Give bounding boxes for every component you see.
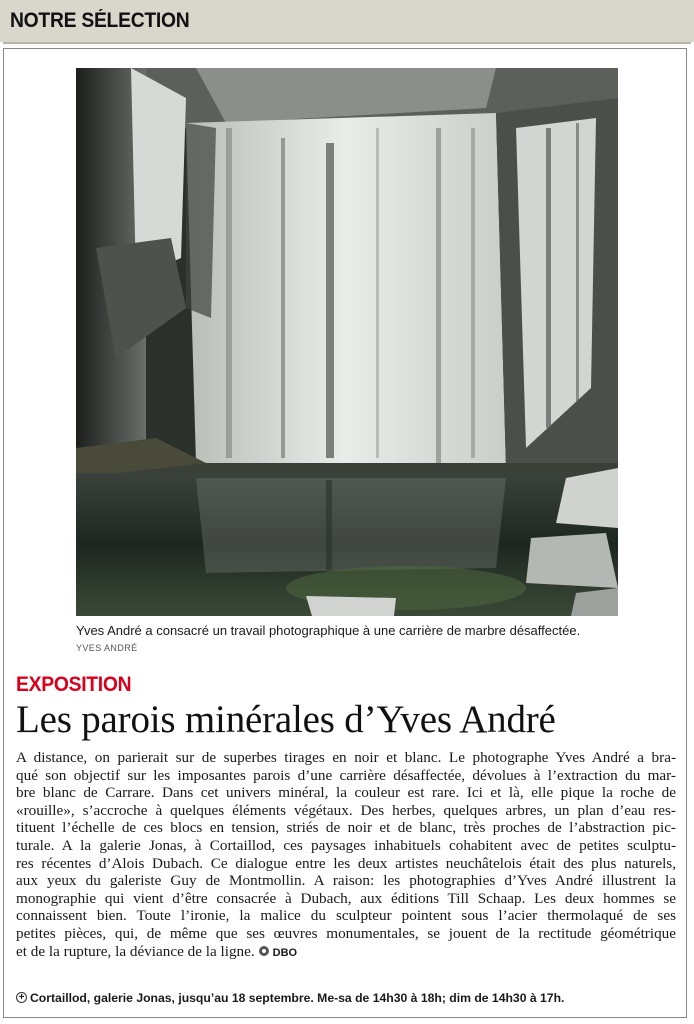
body-line: tituent l’échelle de ces blocs en tension, striés de noir et de blanc, très proches de l’abstraction pic-	[16, 819, 676, 837]
body-line: A distance, on parierait sur de superbes tirages en noir et blanc. Le photographe Yves André a bra-	[16, 749, 676, 766]
section-header	[0, 0, 694, 42]
circle-plus-icon: +	[16, 992, 27, 1003]
body-line: qué son objectif sur les imposantes parois d’une carrière désaffectée, dévolues à l’extraction du mar-	[16, 766, 676, 784]
event-info	[16, 991, 564, 1005]
body-line-last	[16, 943, 676, 963]
event-info-text: Cortaillod, galerie Jonas, jusqu’au 18 septembre. Me-sa de 14h30 à 18h; dim de 14h30 à 17h.	[30, 991, 565, 1005]
circle-bullet-icon	[259, 946, 269, 956]
article-headline: Les parois minérales d’Yves André	[16, 698, 556, 741]
author-signature: DBO	[272, 946, 298, 959]
photo-caption: Yves André a consacré un travail photographique à une carrière de marbre désaffectée.	[76, 623, 581, 638]
body-line: turale. A la galerie Jonas, à Cortaillod, ces paysages inhabituels cohabitent avec de petites sculptu-	[16, 836, 676, 854]
article-kicker: EXPOSITION	[16, 673, 132, 696]
body-line: petites pièces, qui, de même que ses œuvres monumentales, se jouent de la rectitude géométrique	[16, 924, 676, 942]
photo-credit: YVES ANDRÉ	[76, 643, 138, 653]
body-line: aux yeux du galeriste Guy de Montmollin. A raison: les photographies d’Yves André illustrent la	[16, 872, 676, 890]
section-title: NOTRE SÉLECTION	[10, 9, 190, 32]
marble-quarry-photo	[76, 68, 618, 616]
body-line-text: et de la rupture, la déviance de la ligne.	[16, 942, 255, 960]
quarry-image	[76, 68, 618, 616]
article-body	[16, 749, 676, 962]
header-divider	[3, 42, 691, 44]
body-line: bre blanc de Carrare. Dans cet univers minéral, la couleur est rare. Ici et là, elle pique la roche de	[16, 784, 676, 802]
body-line: «rouille», s’accroche à quelques éléments végétaux. Des herbes, quelques arbres, un plan d’eau res-	[16, 801, 676, 819]
body-line: monographie qui vient d’être consacrée à Dubach, aux éditions Till Schaap. Les deux hommes se	[16, 889, 676, 907]
body-line: res récentes d’Alois Dubach. Ce dialogue entre les deux artistes neuchâtelois était des plus naturels,	[16, 854, 676, 872]
body-line: connaissent bien. Toute l’ironie, la malice du sculpteur pointent sous l’acier thermolaqué de ses	[16, 907, 676, 925]
